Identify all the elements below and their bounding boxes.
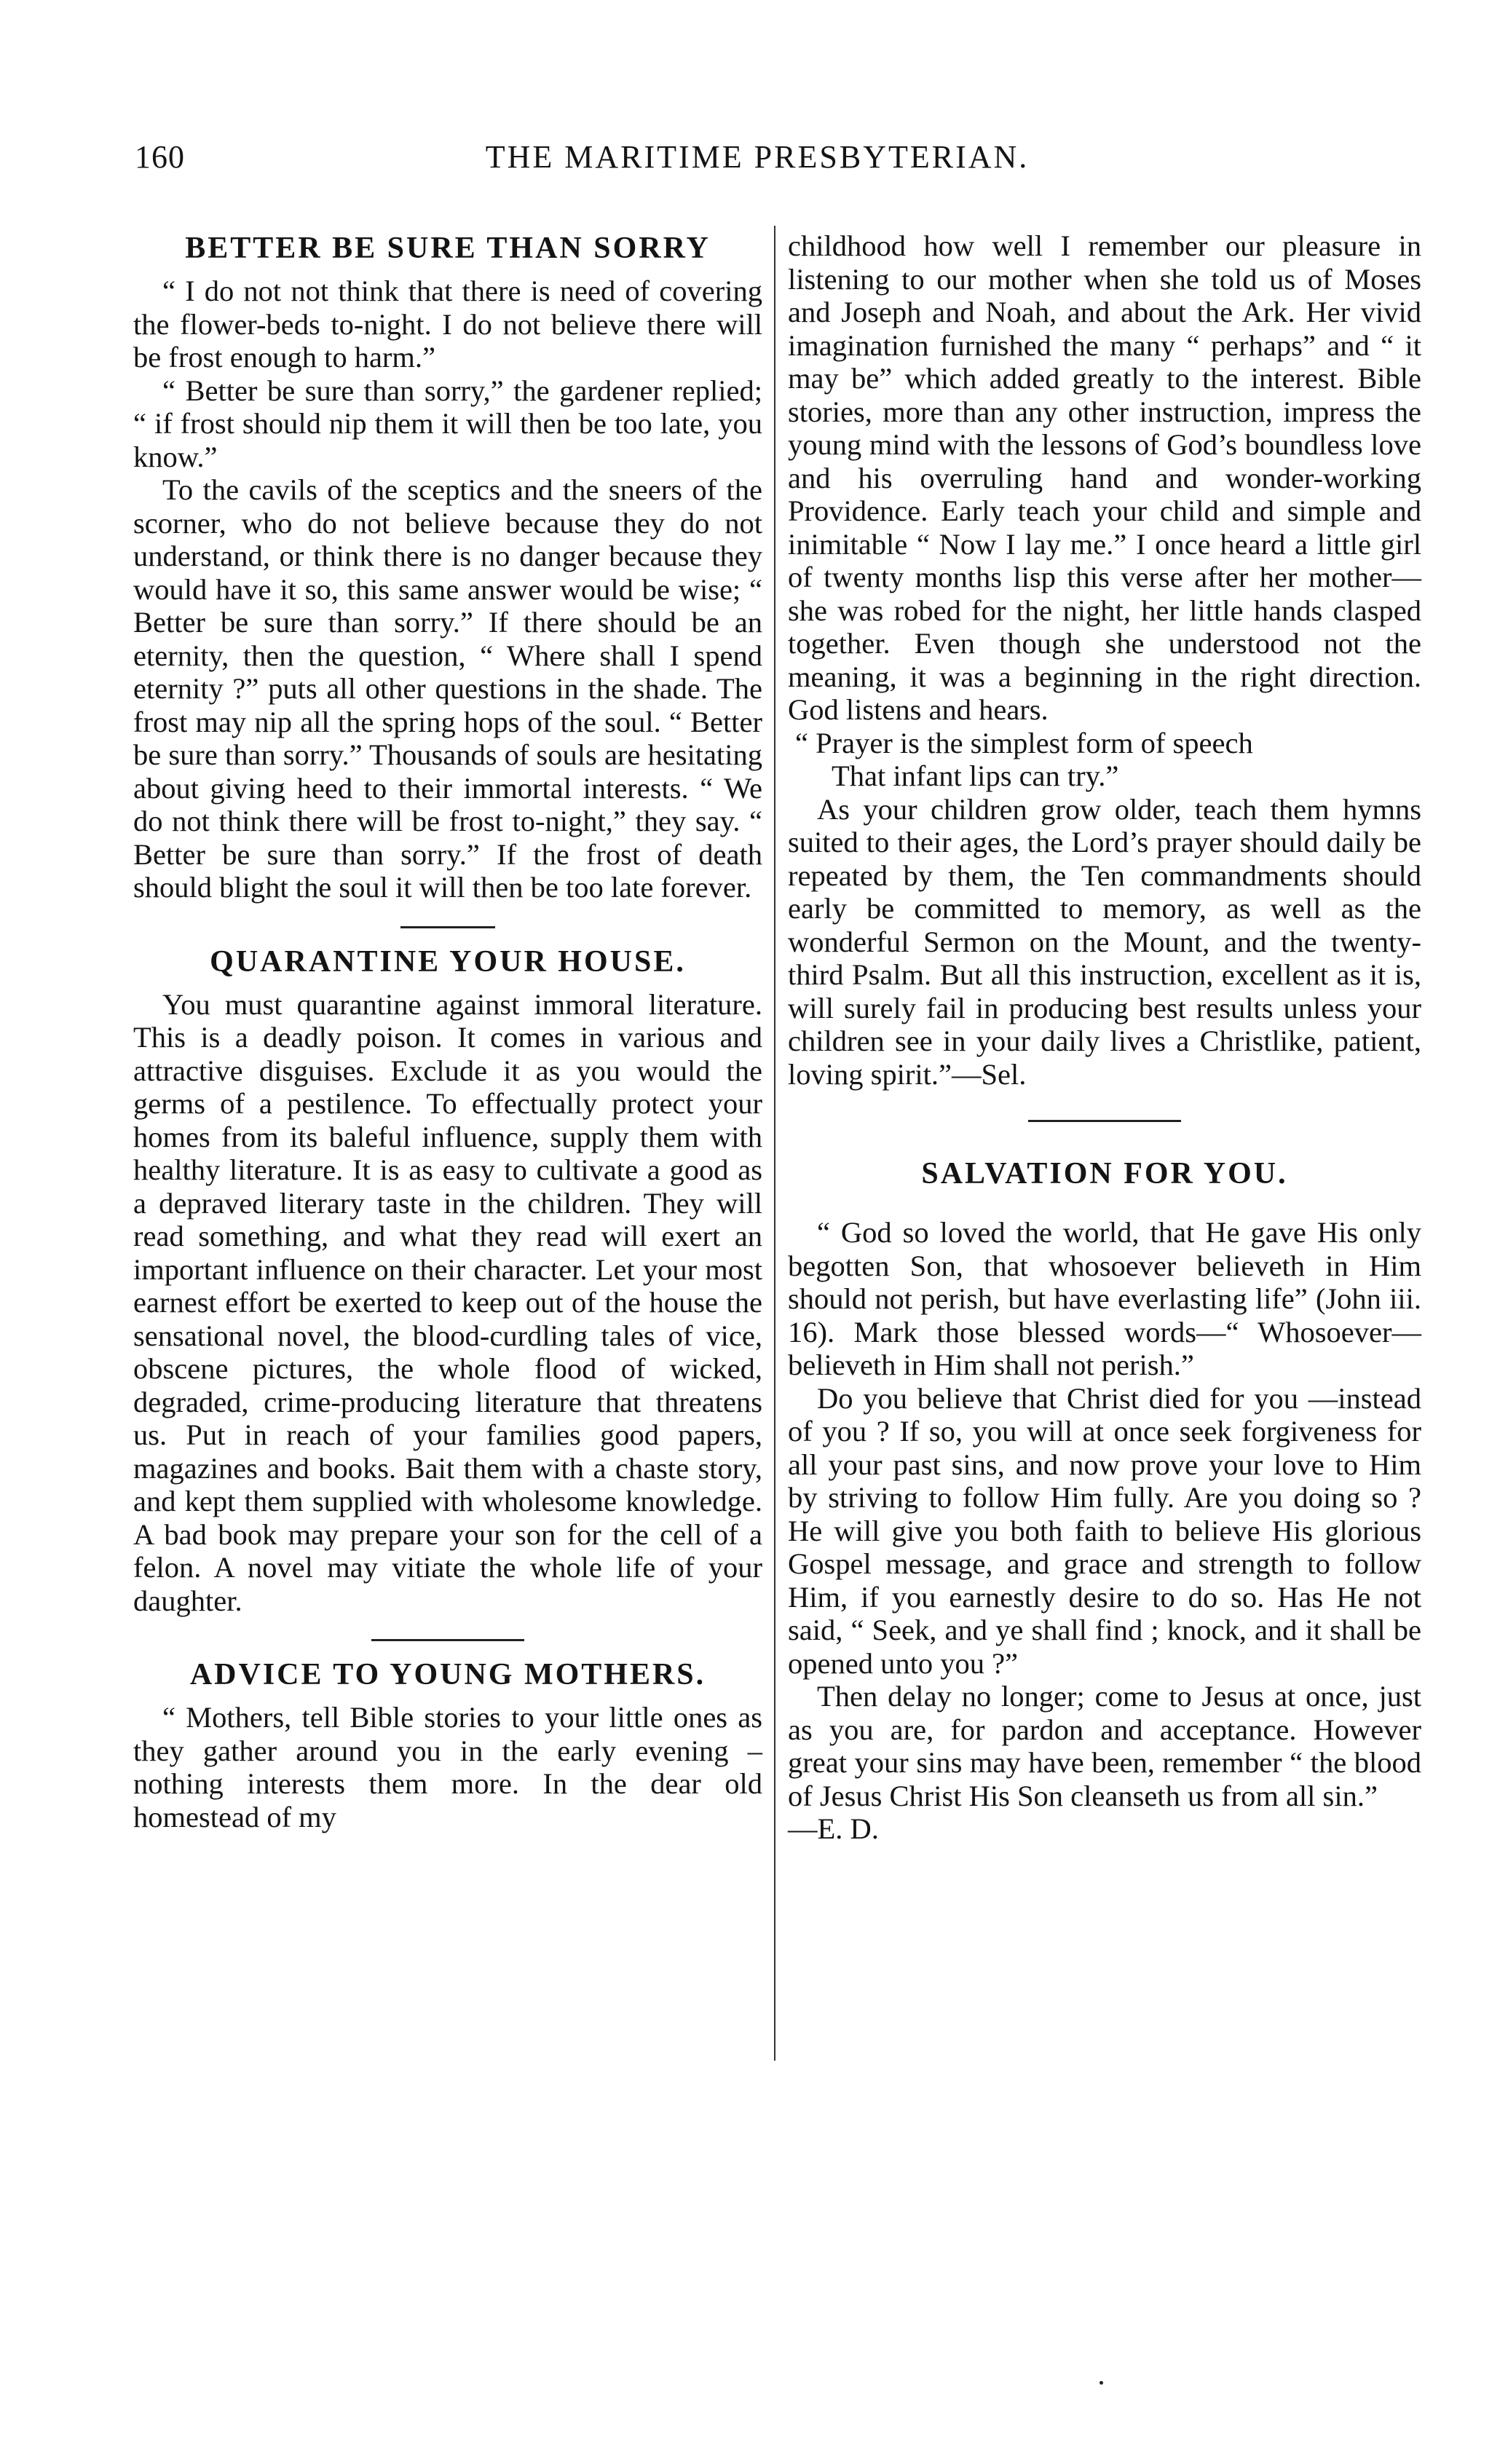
- article-paragraph: “ Mothers, tell Bible stories to your little ones as they gather around you in the early evening – nothing interests them more. In the dear old homestead of my: [133, 1701, 762, 1833]
- article-paragraph: childhood how well I remember our pleasure in listening to our mother when she told us of Moses and Joseph and Noah, and about the Ark. Her vivid imagination furnished the many “ perhaps” and “ it may be” which added greatly to the interest. Bible stories, more than any other instruction, impress the young mind with the lessons of God’s boundless love and his overruling hand and wonder-working Providence. Early teach your child and simple and inimitable “ Now I lay me.” I once heard a little girl of twenty months lisp this verse after her mother—she was robed for the night, her little hands clasped together. Even though she understood not the meaning, it was a beginning in the right direction. God listens and hears.: [788, 229, 1421, 726]
- column-divider: [774, 226, 775, 2061]
- section-divider: [371, 1639, 524, 1641]
- article-paragraph: To the cavils of the sceptics and the sneers of the scorner, who do not believe because they do not understand, or think there is no danger because they would have it so, this same answer would be wise; “ Better be sure than sorry.” If there should be an eternity, then the question, “ Where shall I spend eternity ?” puts all other questions in the shade. The frost may nip all the spring hops of the soul. “ Better be sure than sorry.” Thousands of souls are hesitating about giving heed to their immortal interests. “ We do not think there will be frost to-night,” they say. “ Better be sure than sorry.” If the frost of death should blight the soul it will then be too late forever.: [133, 473, 762, 904]
- journal-title: THE MARITIME PRESBYTERIAN.: [485, 139, 1030, 175]
- section-divider: [400, 926, 495, 928]
- article-advice-mothers: [133, 1656, 762, 1833]
- article-salvation: [788, 1155, 1421, 1846]
- article-paragraph: “ Better be sure than sorry,” the gardener replied; “ if frost should nip them it will then be too late, you know.”: [133, 374, 762, 473]
- verse-quotation: [788, 727, 1421, 793]
- article-signature: —E. D.: [788, 1812, 879, 1845]
- article-heading: QUARANTINE YOUR HOUSE.: [210, 944, 686, 979]
- article-heading: SALVATION FOR YOU.: [921, 1157, 1288, 1190]
- right-column: [788, 229, 1421, 1846]
- article-paragraph: Then delay no longer; come to Jesus at once, just as you are, for pardon and acceptance. However great your sins may have been, remember “ the blood of Jesus Christ His Son cleanseth us from all sin.”: [788, 1680, 1421, 1812]
- page-number: 160: [135, 139, 185, 175]
- article-paragraph: Do you believe that Christ died for you —instead of you ? If so, you will at once seek forgiveness for all your past sins, and now prove your love to Him by striving to follow Him fully. Are you doing so ? He will give you both faith to believe His glorious Gospel message, and grace and strength to follow Him, if you earnestly desire to do so. Has He not said, “ Seek, and ye shall find ; knock, and it shall be opened unto you ?”: [788, 1381, 1421, 1680]
- article-heading: ADVICE TO YOUNG MOTHERS.: [189, 1658, 706, 1691]
- article-paragraph: As your children grow older, teach them hymns suited to their ages, the Lord’s prayer should daily be repeated by them, the Ten commandments should early be committed to memory, as well as the wonderful Sermon on the Mount, and the twenty-third Psalm. But all this instruction, excellent as it is, will surely fail in producing best results unless your children see in your daily lives a Christlike, patient, loving spirit.”—Sel.: [788, 792, 1421, 1091]
- left-column: [133, 229, 762, 1833]
- article-better-be-sure: [133, 229, 762, 904]
- section-divider: [1028, 1120, 1181, 1122]
- print-speck: [1100, 2381, 1103, 2385]
- article-advice-mothers-continued: [788, 229, 1421, 1091]
- running-head: [127, 138, 1387, 182]
- article-paragraph: “ I do not not think that there is need of covering the flower-beds to-night. I do not believe there will be frost enough to harm.”: [133, 275, 762, 374]
- verse-line: “ Prayer is the simplest form of speech: [795, 726, 1253, 759]
- article-paragraph: “ God so loved the world, that He gave His only begotten Son, that whosoever believeth in Him should not perish, but have everlasting life” (John iii. 16). Mark those blessed words—“ Whosoever—believeth in Him shall not perish.”: [788, 1216, 1421, 1381]
- article-heading: BETTER BE SURE THAN SORRY: [185, 232, 711, 265]
- verse-line: That infant lips can try.”: [832, 759, 1119, 792]
- article-paragraph: You must quarantine against immoral literature. This is a deadly poison. It comes in various and attractive disguises. Exclude it as you would the germs of a pestilence. To effectually protect your homes from its baleful influence, supply them with healthy literature. It is as easy to cultivate a good as a depraved literary taste in the children. They will read something, and what they read will exert an important influence on their character. Let your most earnest effort be exerted to keep out of the house the sensational novel, the blood-curdling tales of vice, obscene pictures, the whole flood of wicked, degraded, crime-producing literature that threatens us. Put in reach of your families good papers, magazines and books. Bait them with a chaste story, and kept them supplied with wholesome knowledge. A bad book may prepare your son for the cell of a felon. A novel may vitiate the whole life of your daughter.: [133, 987, 762, 1617]
- article-quarantine: [133, 943, 762, 1618]
